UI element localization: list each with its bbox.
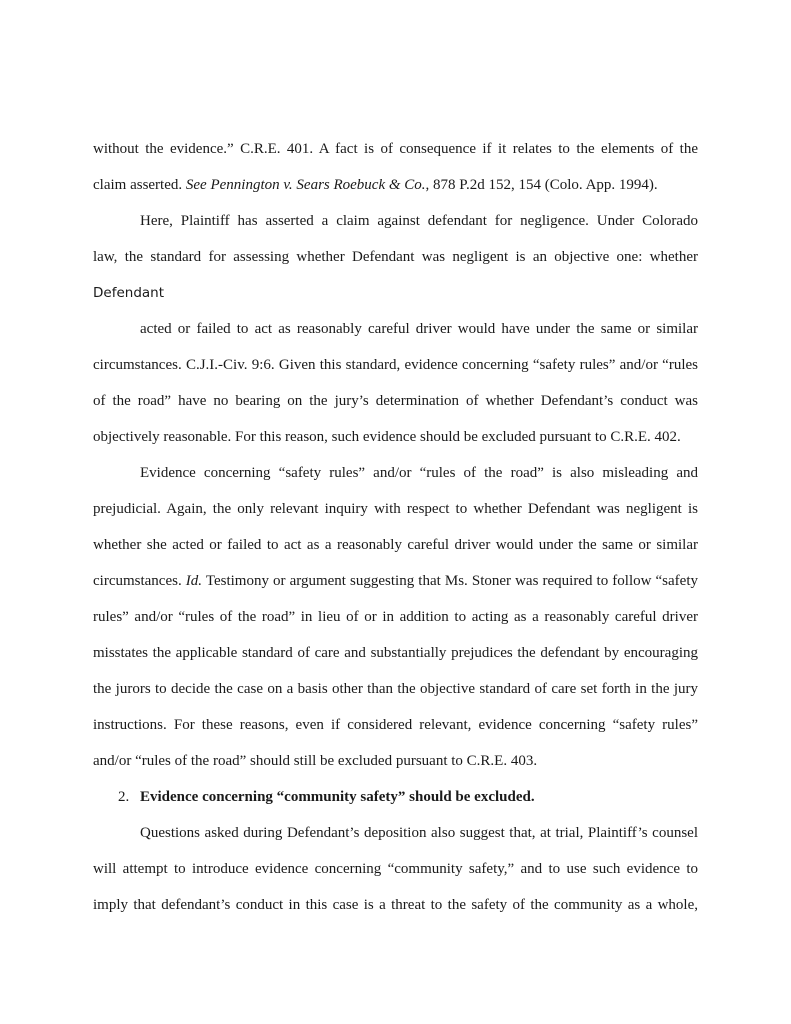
body-line: misstates the applicable standard of care and substantially prejudices the defendant by encouraging (93, 645, 698, 661)
body-line: acted or failed to act as reasonably careful driver would have under the same or similar (140, 321, 698, 337)
body-line: law, the standard for assessing whether Defendant was negligent is an objective one: whether (93, 249, 698, 265)
body-line: Defendant (93, 285, 165, 301)
body-line: Here, Plaintiff has asserted a claim against defendant for negligence. Under Colorado (140, 213, 698, 229)
body-line: Questions asked during Defendant’s deposition also suggest that, at trial, Plaintiff’s counsel (140, 825, 698, 841)
body-text: circumstances. (93, 573, 186, 589)
body-text: claim asserted. (93, 177, 186, 193)
body-line: circumstances. C.J.I.-Civ. 9:6. Given this standard, evidence concerning “safety rules” and/or “rules (93, 357, 698, 373)
body-line: prejudicial. Again, the only relevant inquiry with respect to whether Defendant was negligent is (93, 501, 698, 517)
body-line: the jurors to decide the case on a basis other than the objective standard of care set forth in the jury (93, 681, 698, 697)
body-line: will attempt to introduce evidence concerning “community safety,” and to use such evidence to (93, 861, 698, 877)
case-citation: See Pennington v. Sears Roebuck & Co. (185, 177, 426, 193)
body-line: imply that defendant’s conduct in this case is a threat to the safety of the community as a whole, (93, 897, 698, 913)
body-text: , 878 P.2d 152, 154 (Colo. App. 1994). (425, 177, 658, 193)
body-line: whether she acted or failed to act as a reasonably careful driver would under the same or similar (93, 537, 698, 553)
body-line: of the road” have no bearing on the jury’s determination of whether Defendant’s conduct was (93, 393, 698, 409)
body-text: Testimony or argument suggesting that Ms. Stoner was required to follow “safety (202, 573, 698, 589)
case-citation: Id. (185, 573, 203, 589)
body-line: Evidence concerning “safety rules” and/or “rules of the road” is also misleading and (140, 465, 698, 481)
heading-number: 2. (118, 789, 130, 805)
body-line (93, 571, 698, 591)
body-line: rules” and/or “rules of the road” in lieu of or in addition to acting as a reasonably careful driver (93, 609, 698, 625)
heading-text: Evidence concerning “community safety” should be excluded. (140, 789, 535, 805)
body-line: objectively reasonable. For this reason, such evidence should be excluded pursuant to C.R.E. 402. (93, 429, 681, 445)
body-line (93, 175, 698, 195)
body-line: instructions. For these reasons, even if considered relevant, evidence concerning “safety rules” (93, 717, 698, 733)
section-heading (118, 787, 698, 807)
body-line: and/or “rules of the road” should still be excluded pursuant to C.R.E. 403. (93, 753, 538, 769)
body-line: without the evidence.” C.R.E. 401. A fact is of consequence if it relates to the elements of the (93, 141, 698, 157)
